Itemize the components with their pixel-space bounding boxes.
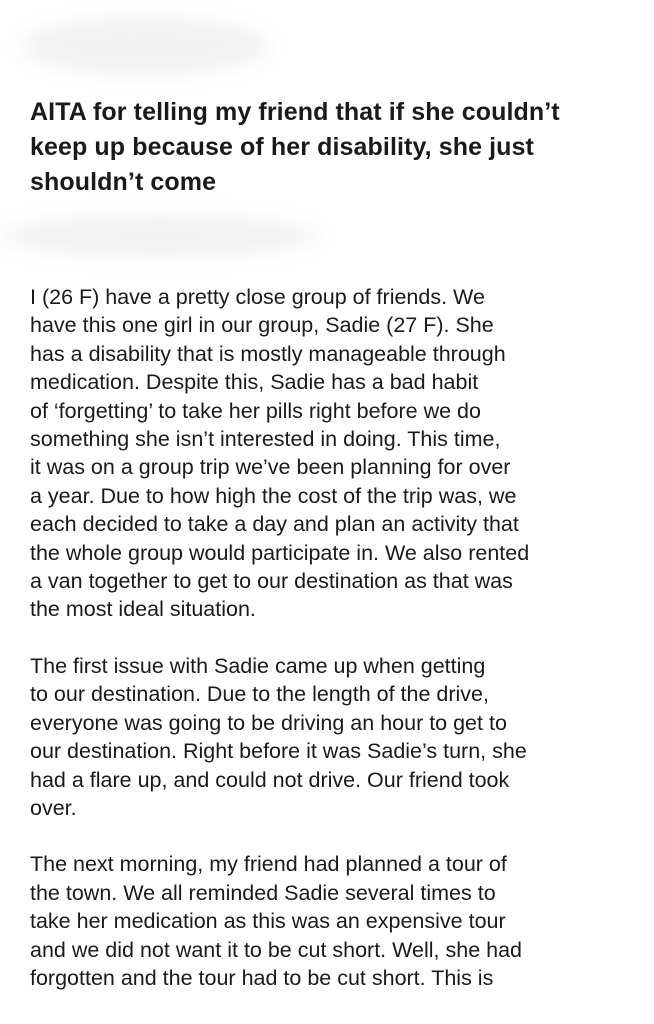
post-title-line: keep up because of her disability, she just — [30, 133, 534, 161]
paragraph-spacing — [30, 822, 645, 850]
post-line: a van together to get to our destination as that was — [30, 569, 513, 594]
post-title-line: AITA for telling my friend that if she couldn’t — [30, 98, 560, 126]
post-line: over. — [30, 795, 77, 820]
post-line: it was on a group trip we’ve been planning for over — [30, 455, 511, 480]
post-paragraph-3 — [30, 850, 645, 992]
post-paragraph-1 — [30, 283, 645, 624]
post-line: a year. Due to how high the cost of the trip was, we — [30, 483, 517, 508]
post-line: of ‘forgetting’ to take her pills right before we do — [30, 398, 481, 423]
post-title — [30, 95, 630, 200]
post-line: the town. We all reminded Sadie several times to — [30, 880, 496, 905]
post-line: The next morning, my friend had planned a tour of — [30, 852, 507, 877]
post-line: something she isn’t interested in doing. This time, — [30, 427, 501, 452]
post-line: each decided to take a day and plan an activity that — [30, 512, 519, 537]
post-line: the whole group would participate in. We also rented — [30, 540, 530, 565]
post-line: our destination. Right before it was Sadie’s turn, she — [30, 739, 527, 764]
blurred-header-area — [20, 16, 270, 76]
post-title-line: shouldn’t come — [30, 168, 217, 196]
post-body — [30, 283, 645, 992]
post-line: everyone was going to be driving an hour to get to — [30, 710, 507, 735]
post-line: forgotten and the tour had to be cut short. This is — [30, 965, 494, 990]
post-line: had a flare up, and could not drive. Our friend took — [30, 767, 510, 792]
post-line: has a disability that is mostly manageable through — [30, 341, 506, 366]
paragraph-spacing — [30, 624, 645, 652]
post-line: I (26 F) have a pretty close group of friends. We — [30, 285, 485, 309]
post-line: the most ideal situation. — [30, 597, 256, 622]
blurred-metadata-area — [0, 214, 320, 258]
post-line: take her medication as this was an expensive tour — [30, 909, 506, 934]
post-line: have this one girl in our group, Sadie (27 F). She — [30, 313, 494, 338]
post-line: medication. Despite this, Sadie has a bad habit — [30, 370, 479, 395]
post-line: and we did not want it to be cut short. Well, she had — [30, 937, 523, 962]
post-paragraph-2 — [30, 652, 645, 822]
post-line: to our destination. Due to the length of the drive, — [30, 682, 489, 707]
post-line: The first issue with Sadie came up when getting — [30, 653, 486, 678]
